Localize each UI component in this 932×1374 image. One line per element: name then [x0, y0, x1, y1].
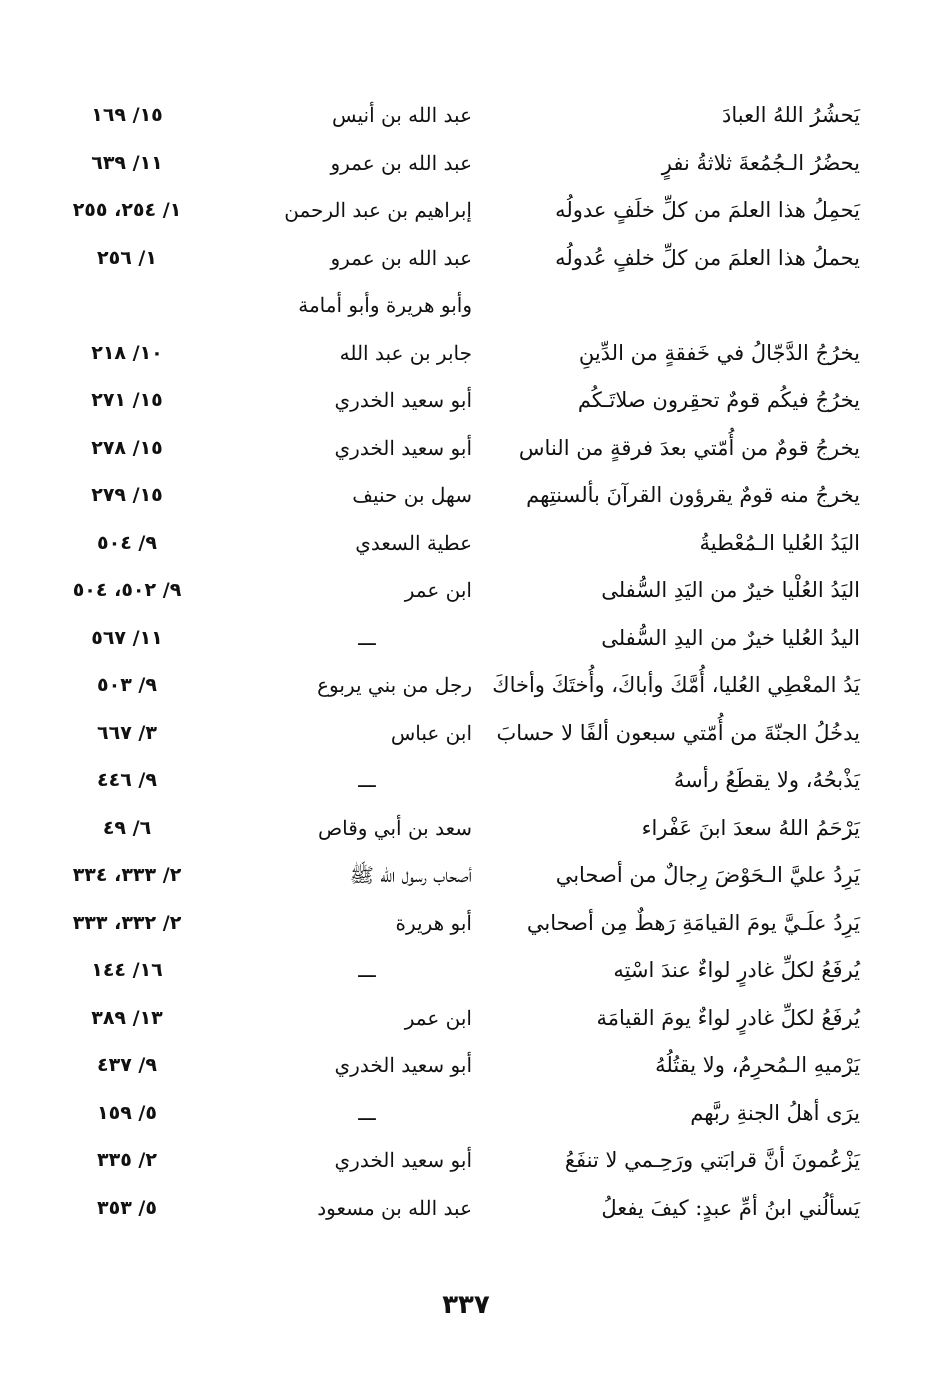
volume-page-reference: ٩/ ٤٣٧: [97, 1054, 157, 1076]
index-row: [0, 92, 932, 140]
index-row: [0, 852, 932, 900]
volume-page-reference: ١/ ٢٥٤، ٢٥٥: [72, 199, 182, 221]
hadith-text: يَسألُني ابنُ أمِّ عبدٍ: كيفَ يفعلُ: [601, 1195, 860, 1220]
hadith-text: يخرجُ قومٌ من أُمّتي بعدَ فرقةٍ من الناس: [518, 435, 860, 460]
volume-page-reference: [22, 282, 232, 330]
index-row: [0, 1042, 932, 1090]
narrator-name: ـــ: [358, 958, 376, 982]
index-row: [0, 330, 932, 378]
index-row: [0, 1137, 932, 1185]
index-row: [0, 1090, 932, 1138]
index-row: [0, 900, 932, 948]
narrator-name: أبو سعيد الخدري: [334, 435, 472, 460]
hadith-text: يخرُجُ الدَّجّالُ في خَفقةٍ من الدِّينِ: [578, 340, 860, 365]
narrator-name: عبد الله بن عمرو: [330, 245, 472, 270]
narrator-name: ابن عباس: [390, 720, 472, 745]
volume-page-reference: ١٥/ ٢٧٩: [91, 484, 163, 506]
hadith-text: يَحمِلُ هذا العلمَ من كلِّ خلَفٍ عدولُه: [555, 198, 860, 222]
narrator-name: إبراهيم بن عبد الرحمن: [284, 198, 472, 222]
volume-page-reference: ٩/ ٤٤٦: [97, 769, 157, 791]
volume-page-reference: ١٣/ ٣٨٩: [91, 1006, 163, 1029]
index-row: [0, 235, 932, 283]
volume-page-reference: ٢/ ٣٣٢، ٣٣٣: [72, 911, 182, 934]
page-number: ٣٣٧: [442, 1290, 490, 1320]
index-row: [0, 662, 932, 710]
index-row: [0, 805, 932, 853]
hadith-text: اليَدُ العُلْيا خيرٌ من اليَدِ السُّفلى: [601, 578, 860, 602]
narrator-name: ـــ: [358, 768, 376, 792]
volume-page-reference: ٢/ ٣٣٥: [97, 1149, 157, 1171]
hadith-text: يَرْحَمُ اللهُ سعدَ ابنَ عَفْراء: [641, 815, 860, 840]
narrator-name: أصحاب رسول الله ﷺ: [349, 863, 472, 887]
hadith-text: يَحشُرُ اللهُ العبادَ: [722, 103, 860, 127]
volume-page-reference: ١/ ٢٥٦: [97, 246, 157, 269]
hadith-text: يرَى أهلُ الجنةِ ربَّهم: [690, 1100, 860, 1125]
index-row: [0, 710, 932, 758]
narrator-name: أبو هريرة: [395, 910, 472, 935]
volume-page-reference: ١١/ ٥٦٧: [91, 626, 163, 649]
narrator-name: ـــ: [358, 1100, 376, 1125]
volume-page-reference: ٥/ ١٥٩: [97, 1101, 157, 1124]
hadith-text: يَرْميهِ الـمُحرِمُ، ولا يقتُلُهُ: [655, 1053, 860, 1077]
volume-page-reference: ٢/ ٣٣٣، ٣٣٤: [72, 864, 182, 886]
narrator-name: وأبو هريرة وأبو أمامة: [298, 293, 472, 317]
hadith-text: يَدُ المعْطِي العُليا، أُمَّكَ وأباكَ، وأُختَكَ وأخاكَ: [492, 673, 860, 697]
index-row: [0, 187, 932, 235]
hadith-text: يُرفَعُ لكلِّ غادرٍ لواءٌ عندَ اسْتِه: [613, 958, 860, 982]
volume-page-reference: ١١/ ٦٣٩: [91, 151, 163, 174]
narrator-name: عبد الله بن عمرو: [330, 150, 472, 175]
hadith-index-table: [0, 92, 932, 1232]
hadith-text: [450, 282, 860, 330]
narrator-name: ابن عمر: [404, 578, 472, 602]
narrator-name: عبد الله بن مسعود: [317, 1195, 472, 1220]
narrator-name: رجل من بني يربوع: [317, 673, 472, 697]
volume-page-reference: ١٥/ ٢٧٨: [91, 436, 163, 459]
index-row: [0, 567, 932, 615]
index-row: [0, 615, 932, 663]
narrator-name: عطية السعدي: [355, 530, 472, 555]
hadith-text: يَذْبحُهُ، ولا يقطَعُ رأسهُ: [673, 768, 860, 792]
hadith-text: يدخُلُ الجنّةَ من أُمّتي سبعون ألفًا لا حسابَ: [496, 720, 860, 745]
volume-page-reference: ١٥/ ١٦٩: [91, 104, 163, 126]
narrator-name: ـــ: [358, 625, 376, 650]
index-row: [0, 520, 932, 568]
narrator-name: أبو سعيد الخدري: [334, 1148, 472, 1172]
hadith-text: يحضُرُ الـجُمُعةَ ثلاثةُ نفرٍ: [661, 150, 860, 175]
hadith-text: يخرُجُ فيكُم قومٌ تحقِرون صلاتَـكُم: [577, 388, 860, 412]
volume-page-reference: ١٦/ ١٤٤: [91, 959, 163, 981]
hadith-text: يَرِدُ عليَّ الـحَوْضَ رِجالٌ من أصحابي: [555, 863, 860, 887]
index-row: [0, 472, 932, 520]
index-row: [0, 1185, 932, 1233]
volume-page-reference: ١٠/ ٢١٨: [91, 341, 163, 364]
hadith-text: يحملُ هذا العلمَ من كلِّ خلفٍ عُدولُه: [555, 245, 860, 270]
index-row: [0, 377, 932, 425]
narrator-name: أبو سعيد الخدري: [334, 388, 472, 412]
narrator-name: ابن عمر: [404, 1005, 472, 1030]
index-row: [0, 282, 932, 330]
index-row: [0, 947, 932, 995]
hadith-text: يُرفَعُ لكلِّ غادرٍ لواءٌ يومَ القيامَة: [596, 1005, 860, 1030]
volume-page-reference: ١٥/ ٢٧١: [91, 389, 163, 411]
volume-page-reference: ٩/ ٥٠٣: [97, 674, 157, 696]
index-row: [0, 140, 932, 188]
hadith-text: اليَدُ العُليا الـمُعْطيةُ: [699, 530, 860, 555]
narrator-name: عبد الله بن أنيس: [332, 103, 472, 127]
narrator-name: جابر بن عبد الله: [339, 340, 472, 365]
volume-page-reference: ٩/ ٥٠٢، ٥٠٤: [72, 579, 182, 601]
index-row: [0, 425, 932, 473]
volume-page-reference: ٦/ ٤٩: [102, 816, 152, 839]
narrator-name: سهل بن حنيف: [352, 483, 472, 507]
hadith-text: يخرجُ منه قومٌ يقرؤون القرآنَ بألسنتِهم: [526, 483, 860, 507]
narrator-name: أبو سعيد الخدري: [334, 1053, 472, 1077]
index-row: [0, 757, 932, 805]
index-row: [0, 995, 932, 1043]
hadith-text: يَزْعُمونَ أنَّ قرابَتي ورَحِـمي لا تنفَعُ: [564, 1148, 860, 1172]
volume-page-reference: ٥/ ٣٥٣: [97, 1196, 157, 1219]
volume-page-reference: ٣/ ٦٦٧: [97, 721, 157, 744]
narrator-name: سعد بن أبي وقاص: [317, 815, 472, 840]
hadith-text: يَرِدُ علَـيَّ يومَ القيامَةِ رَهطٌ مِن أصحابي: [526, 910, 860, 935]
hadith-text: اليدُ العُليا خيرٌ من اليدِ السُّفلى: [601, 625, 860, 650]
volume-page-reference: ٩/ ٥٠٤: [97, 531, 157, 554]
